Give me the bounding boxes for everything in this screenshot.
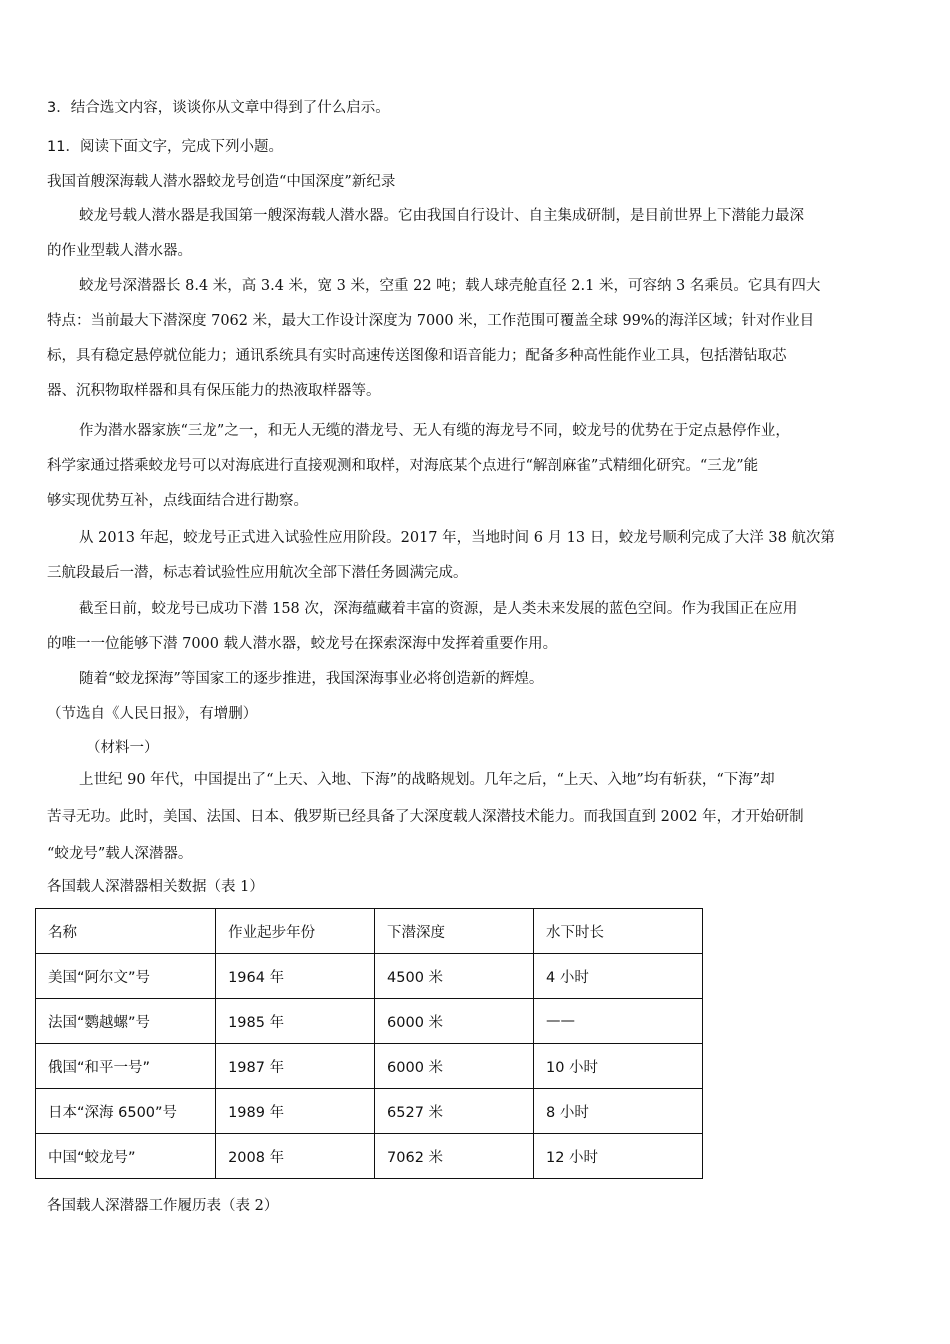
table-1-caption: 各国载人深潜器相关数据（表 1） <box>47 879 264 895</box>
table-cell: 1985 年 <box>216 999 375 1044</box>
header-cell-duration: 水下时长 <box>533 909 702 954</box>
table-cell: 4500 米 <box>375 954 534 999</box>
header-cell-depth: 下潜深度 <box>375 909 534 954</box>
article-paragraph-4-line-2: 三航段最后一潜，标志着试验性应用航次全部下潜任务圆满完成。 <box>47 565 468 581</box>
question-3: 3．结合选文内容，谈谈你从文章中得到了什么启示。 <box>47 100 390 116</box>
table-cell: 美国“阿尔文”号 <box>36 954 216 999</box>
table-cell: 6527 米 <box>375 1089 534 1134</box>
article-paragraph-3-line-3: 够实现优势互补，点线面结合进行勘察。 <box>47 493 308 509</box>
header-cell-start-year: 作业起步年份 <box>216 909 375 954</box>
header-cell-name: 名称 <box>36 909 216 954</box>
table-cell: 1989 年 <box>216 1089 375 1134</box>
article-paragraph-2-line-3: 标，具有稳定悬停就位能力；通讯系统具有实时高速传送图像和语音能力；配备多种高性能作业工具，包括潜钻取芯 <box>47 348 787 364</box>
table-cell: 日本“深海 6500”号 <box>36 1089 216 1134</box>
table-cell: 1987 年 <box>216 1044 375 1089</box>
table-cell: 8 小时 <box>533 1089 702 1134</box>
article-paragraph-1-line-2: 的作业型载人潜水器。 <box>47 243 192 259</box>
table-cell: 10 小时 <box>533 1044 702 1089</box>
table-cell: 法国“鹦越螺”号 <box>36 999 216 1044</box>
table-cell: 俄国“和平一号” <box>36 1044 216 1089</box>
submersible-data-table <box>35 908 703 1179</box>
table-row <box>36 1044 703 1089</box>
material-1-line-3: “蛟龙号”载人深潜器。 <box>47 846 193 862</box>
table-row <box>36 1089 703 1134</box>
material-1-label: （材料一） <box>86 740 159 756</box>
table-2-caption: 各国载人深潜器工作履历表（表 2） <box>47 1198 279 1214</box>
article-paragraph-2-line-2: 特点：当前最大下潜深度 7062 米，最大工作设计深度为 7000 米，工作范围可覆盖全球 99%的海洋区域；针对作业目 <box>47 313 815 329</box>
table-cell: 7062 米 <box>375 1134 534 1179</box>
article-paragraph-5-line-1: 截至日前，蛟龙号已成功下潜 158 次，深海蕴藏着丰富的资源，是人类未来发展的蓝色空间。作为我国正在应用 <box>79 601 798 617</box>
material-1-line-2: 苦寻无功。此时，美国、法国、日本、俄罗斯已经具备了大深度载人深潜技术能力。而我国直到 2002 年，才开始研制 <box>47 809 804 825</box>
article-title: 我国首艘深海载人潜水器蛟龙号创造“中国深度”新纪录 <box>47 174 396 190</box>
table-cell: 中国“蛟龙号” <box>36 1134 216 1179</box>
table-cell: 4 小时 <box>533 954 702 999</box>
article-paragraph-2-line-4: 器、沉积物取样器和具有保压能力的热液取样器等。 <box>47 383 381 399</box>
material-1-line-1: 上世纪 90 年代，中国提出了“上天、入地、下海”的战略规划。几年之后，“上天、入地”均有斩获，“下海”却 <box>79 772 775 788</box>
table-cell: 2008 年 <box>216 1134 375 1179</box>
article-paragraph-4-line-1: 从 2013 年起，蛟龙号正式进入试验性应用阶段。2017 年，当地时间 6 月 13 日，蛟龙号顺利完成了大洋 38 航次第 <box>79 530 835 546</box>
article-paragraph-3-line-2: 科学家通过搭乘蛟龙号可以对海底进行直接观测和取样，对海底某个点进行“解剖麻雀”式精细化研究。“三龙”能 <box>47 458 759 474</box>
table-cell: 1964 年 <box>216 954 375 999</box>
table-row <box>36 954 703 999</box>
table-cell: —— <box>533 999 702 1044</box>
article-paragraph-1-line-1: 蛟龙号载人潜水器是我国第一艘深海载人潜水器。它由我国自行设计、自主集成研制，是目前世界上下潜能力最深 <box>79 208 804 224</box>
table-header-row <box>36 909 703 954</box>
article-paragraph-5-line-2: 的唯一一位能够下潜 7000 载人潜水器，蛟龙号在探索深海中发挥着重要作用。 <box>47 636 558 652</box>
table-cell: 6000 米 <box>375 1044 534 1089</box>
table-row <box>36 999 703 1044</box>
article-paragraph-2-line-1: 蛟龙号深潜器长 8.4 米，高 3.4 米，宽 3 米，空重 22 吨；载人球壳舱直径 2.1 米，可容纳 3 名乘员。它具有四大 <box>79 278 821 294</box>
question-11: 11．阅读下面文字，完成下列小题。 <box>47 139 283 155</box>
table-cell: 12 小时 <box>533 1134 702 1179</box>
table-cell: 6000 米 <box>375 999 534 1044</box>
article-source: （节选自《人民日报》，有增删） <box>47 706 258 722</box>
article-paragraph-6-line-1: 随着“蛟龙探海”等国家工的逐步推进，我国深海事业必将创造新的辉煌。 <box>79 671 544 687</box>
article-paragraph-3-line-1: 作为潜水器家族“三龙”之一，和无人无缆的潜龙号、无人有缆的海龙号不同，蛟龙号的优势在于定点悬停作业， <box>79 423 790 439</box>
table-row <box>36 1134 703 1179</box>
